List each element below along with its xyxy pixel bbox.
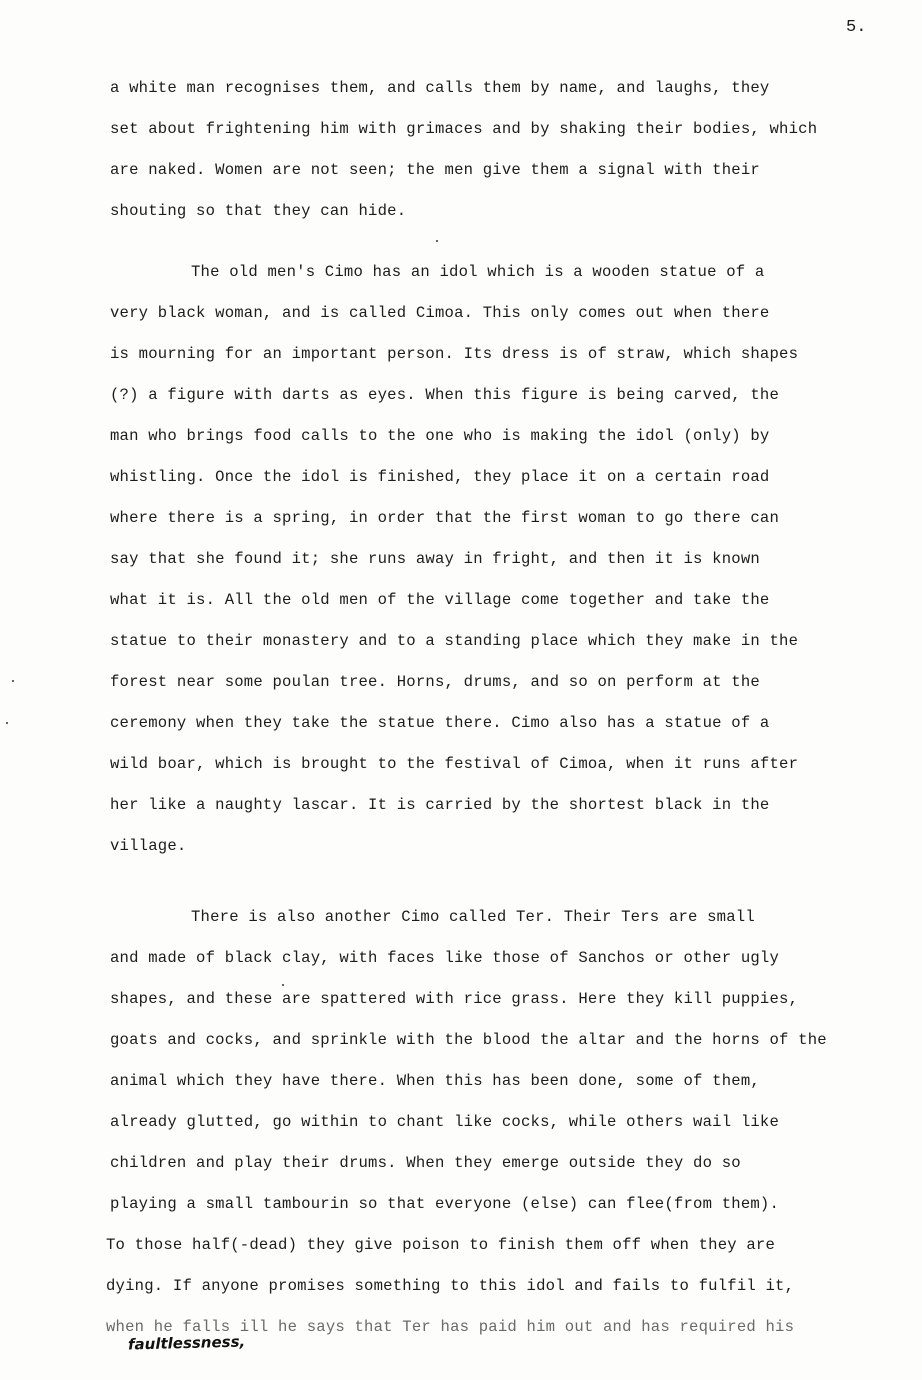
text-line: and made of black clay, with faces like those of Sanchos or other ugly [110, 949, 780, 967]
text-line: To those half(-dead) they give poison to finish them off when they are [106, 1236, 776, 1254]
text-line: The old men's Cimo has an idol which is a wooden statue of a [191, 263, 765, 281]
text-line: (?) a figure with darts as eyes. When this figure is being carved, the [110, 386, 780, 404]
scan-speck [6, 722, 8, 724]
text-line: shapes, and these are spattered with rice grass. Here they kill puppies, [110, 990, 799, 1008]
scan-speck [12, 680, 14, 682]
text-line: very black woman, and is called Cimoa. This only comes out when there [110, 304, 770, 322]
text-line: already glutted, go within to chant like cocks, while others wail like [110, 1113, 780, 1131]
text-line: whistling. Once the idol is finished, they place it on a certain road [110, 468, 770, 486]
text-line: when he falls ill he says that Ter has paid him out and has required his [106, 1318, 795, 1336]
text-line: where there is a spring, in order that the first woman to go there can [110, 509, 780, 527]
text-line: children and play their drums. When they emerge outside they do so [110, 1154, 741, 1172]
text-line: are naked. Women are not seen; the men give them a signal with their [110, 161, 760, 179]
text-line: a white man recognises them, and calls them by name, and laughs, they [110, 79, 770, 97]
text-line: wild boar, which is brought to the festival of Cimoa, when it runs after [110, 755, 799, 773]
text-line: animal which they have there. When this has been done, some of them, [110, 1072, 760, 1090]
text-line: goats and cocks, and sprinkle with the blood the altar and the horns of the [110, 1031, 827, 1049]
scan-speck [282, 984, 284, 986]
text-line: shouting so that they can hide. [110, 202, 407, 220]
text-line: is mourning for an important person. Its dress is of straw, which shapes [110, 345, 799, 363]
text-line: man who brings food calls to the one who is making the idol (only) by [110, 427, 770, 445]
text-line: dying. If anyone promises something to this idol and fails to fulfil it, [106, 1277, 795, 1295]
page-number: 5. [846, 18, 867, 37]
text-line: set about frightening him with grimaces and by shaking their bodies, which [110, 120, 818, 138]
text-line: There is also another Cimo called Ter. Their Ters are small [191, 908, 755, 926]
text-line: forest near some poulan tree. Horns, drums, and so on perform at the [110, 673, 760, 691]
text-line: say that she found it; she runs away in fright, and then it is known [110, 550, 760, 568]
text-line: playing a small tambourin so that everyone (else) can flee(from them). [110, 1195, 780, 1213]
scan-speck [436, 240, 438, 242]
text-line: ceremony when they take the statue there. Cimo also has a statue of a [110, 714, 770, 732]
text-line: village. [110, 837, 187, 855]
text-line: her like a naughty lascar. It is carried by the shortest black in the [110, 796, 770, 814]
handwritten-annotation: faultlessness, [127, 1332, 246, 1354]
text-line: statue to their monastery and to a standing place which they make in the [110, 632, 799, 650]
text-line: what it is. All the old men of the village come together and take the [110, 591, 770, 609]
